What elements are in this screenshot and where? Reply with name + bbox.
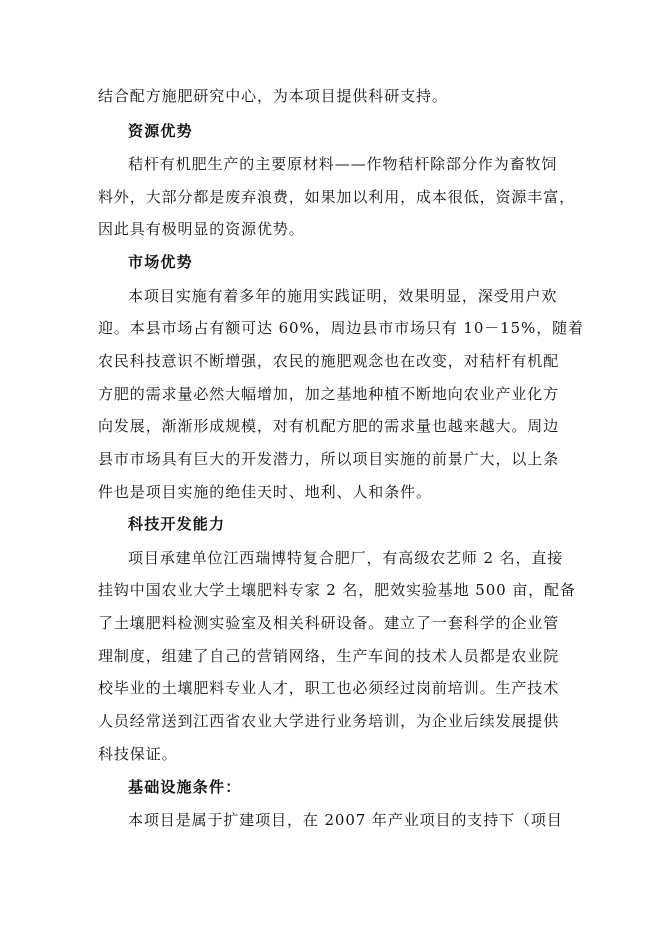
paragraph-line: 因此具有极明显的资源优势。 <box>98 220 305 238</box>
section-heading-tech-development: 科技开发能力 <box>128 515 226 533</box>
paragraph-line: 县市市场具有巨大的开发潜力，所以项目实施的前景广大，以上条 <box>98 450 560 468</box>
paragraph-line: 迎。本县市场占有额可达 60%，周边县市市场只有 10－15%，随着 <box>98 319 584 337</box>
paragraph-line: 科技保证。 <box>98 745 178 763</box>
paragraph-line: 本项目实施有着多年的施用实践证明，效果明显，深受用户欢 <box>128 287 558 305</box>
paragraph-line: 方肥的需求量必然大幅增加，加之基地种植不断地向农业产业化方 <box>98 385 560 403</box>
paragraph-line: 件也是项目实施的绝佳天时、地利、人和条件。 <box>98 483 432 501</box>
paragraph-line: 项目承建单位江西瑞博特复合肥厂，有高级农艺师 2 名，直接 <box>128 549 564 567</box>
paragraph-line: 农民科技意识不断增强，农民的施肥观念也在改变，对秸杆有机配 <box>98 352 560 370</box>
paragraph-line: 理制度，组建了自己的营销网络，生产车间的技术人员都是农业院 <box>98 647 560 665</box>
paragraph-line: 结合配方施肥研究中心，为本项目提供科研支持。 <box>98 87 448 105</box>
paragraph-line: 向发展，渐渐形成规模，对有机配方肥的需求量也越来越大。周边 <box>98 417 560 435</box>
paragraph-line: 本项目是属于扩建项目，在 2007 年产业项目的支持下（项目 <box>128 811 563 829</box>
section-heading-infrastructure: 基础设施条件： <box>128 778 242 796</box>
paragraph-line: 料外，大部分都是废弃浪费，如果加以利用，成本很低，资源丰富， <box>98 188 576 206</box>
paragraph-line: 了土壤肥料检测实验室及相关科研设备。建立了一套科学的企业管 <box>98 614 560 632</box>
section-heading-market-advantage: 市场优势 <box>128 253 193 271</box>
paragraph-line: 校毕业的土壤肥料专业人才，职工也必须经过岗前培训。生产技术 <box>98 679 560 697</box>
paragraph-line: 秸杆有机肥生产的主要原材料——作物秸杆除部分作为畜牧饲 <box>128 155 558 173</box>
section-heading-resource-advantage: 资源优势 <box>128 122 193 140</box>
paragraph-line: 人员经常送到江西省农业大学进行业务培训，为企业后续发展提供 <box>98 712 560 730</box>
paragraph-line: 挂钩中国农业大学土壤肥料专家 2 名，肥效实验基地 500 亩，配备 <box>98 581 576 599</box>
